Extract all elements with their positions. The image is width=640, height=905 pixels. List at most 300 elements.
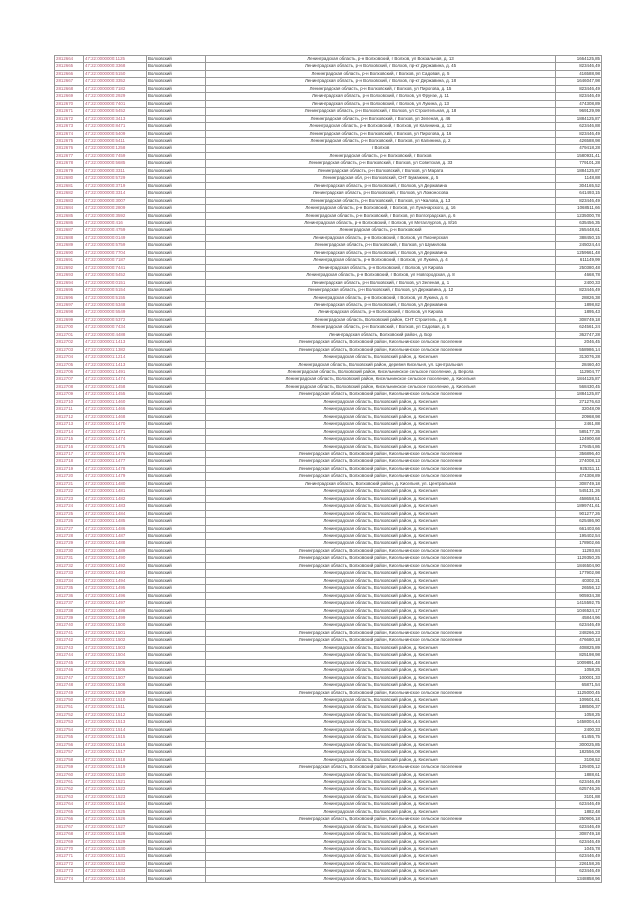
cadastral-number-cell: 47:22:0300001:1471: [84, 428, 147, 435]
cadastral-number-cell: 47:22:0300001:1512: [84, 711, 147, 718]
cadastral-value-cell: 1884125,87: [556, 167, 602, 174]
cadastral-value-cell: 1148,88: [556, 175, 602, 182]
record-number-cell: 2812668: [55, 85, 84, 92]
address-cell: Ленинградская область, Волховский район, д. Кисельня: [206, 406, 556, 413]
cadastral-value-cell: 969129,99: [556, 108, 602, 115]
district-cell: Волховский: [147, 324, 206, 331]
district-cell: Волховский: [147, 682, 206, 689]
district-cell: Волховский: [147, 205, 206, 212]
cadastral-value-cell: 112904,77: [556, 369, 602, 376]
district-cell: Волховский: [147, 331, 206, 338]
cadastral-value-cell: 250380,48: [556, 264, 602, 271]
cadastral-number-cell: 47:22:0000000:0149: [84, 234, 147, 241]
record-number-cell: 2812719: [55, 465, 84, 472]
district-cell: Волховский: [147, 85, 206, 92]
cadastral-value-cell: 568430,45: [556, 383, 602, 390]
record-number-cell: 2812691: [55, 257, 84, 264]
table-row: [55, 324, 602, 331]
cadastral-number-cell: 47:22:0300001:1519: [84, 764, 147, 771]
record-number-cell: 2812728: [55, 533, 84, 540]
cadastral-value-cell: 265448,61: [556, 227, 602, 234]
cadastral-value-cell: 1884125,87: [556, 391, 602, 398]
record-number-cell: 2812687: [55, 227, 84, 234]
address-cell: Ленинградская область, Волховский район, Кисельнинское сельское поселение: [206, 562, 556, 569]
cadastral-value-cell: 250906,18: [556, 816, 602, 823]
cadastral-value-cell: 1235000,78: [556, 212, 602, 219]
cadastral-number-cell: 47:22:0300001:1475: [84, 443, 147, 450]
cadastral-number-cell: 47:22:0300001:1413: [84, 339, 147, 346]
table-row: [55, 301, 602, 308]
record-number-cell: 2812753: [55, 719, 84, 726]
address-cell: Ленинградская область, р-н Волховский, г Волхов, ул Новгородская, д. 8: [206, 272, 556, 279]
cadastral-value-cell: 823446,49: [556, 93, 602, 100]
address-cell: Ленинградская область, Волховский район, д. Кисельня: [206, 838, 556, 845]
cadastral-number-cell: 47:22:0300001:1485: [84, 518, 147, 525]
address-cell: Ленинградская область, р-н Волховский, г Волхов, ул Пирогова, д. 15: [206, 85, 556, 92]
address-cell: Ленинградская область, Волховский район, Кисельнинское сельское поселение, д. Кисельня: [206, 383, 556, 390]
table-row: [55, 145, 602, 152]
record-number-cell: 2812673: [55, 123, 84, 130]
cadastral-number-cell: 47:22:0300001:1515: [84, 734, 147, 741]
cadastral-number-cell: 47:22:0000000:2929: [84, 93, 147, 100]
address-cell: Ленинградская область, р-н Волховский, г Волхов, ул Пионерская: [206, 234, 556, 241]
cadastral-number-cell: 47:22:0300001:1531: [84, 853, 147, 860]
address-cell: Ленинградская область, Волховский район, д. Кисельня: [206, 398, 556, 405]
record-number-cell: 2812697: [55, 301, 84, 308]
cadastral-number-cell: 47:22:0000000:5155: [84, 294, 147, 301]
record-number-cell: 2812711: [55, 406, 84, 413]
record-number-cell: 2812676: [55, 145, 84, 152]
address-cell: Ленинградская область, Волховский район, д. Кисельня: [206, 443, 556, 450]
address-cell: Ленинградская область, р-н Волховский, г Волхов, ул Чкалова, д. 13: [206, 197, 556, 204]
district-cell: Волховский: [147, 369, 206, 376]
address-cell: Ленинградская область, Волховский район, д. Кисельня: [206, 868, 556, 875]
address-cell: Ленинградская область, Волховский район, д. Кисельня: [206, 413, 556, 420]
cadastral-value-cell: 356896,40: [556, 451, 602, 458]
cadastral-value-cell: 426588,98: [556, 137, 602, 144]
address-cell: Ленинградская область, Волховский район, Кисельнинское сельское поселение: [206, 764, 556, 771]
table-row: [55, 503, 602, 510]
table-row: [55, 465, 602, 472]
district-cell: Волховский: [147, 316, 206, 323]
cadastral-value-cell: 623446,49: [556, 868, 602, 875]
district-cell: Волховский: [147, 696, 206, 703]
table-row: [55, 376, 602, 383]
cadastral-value-cell: 623446,49: [556, 853, 602, 860]
record-number-cell: 2812714: [55, 428, 84, 435]
address-cell: Ленинградская область, р-н Волховский, г Волхов, ул Державина, д. 12: [206, 287, 556, 294]
record-number-cell: 2812729: [55, 540, 84, 547]
district-cell: Волховский: [147, 249, 206, 256]
cadastral-number-cell: 47:22:0000000:3592: [84, 212, 147, 219]
cadastral-value-cell: 32048,09: [556, 406, 602, 413]
record-number-cell: 2812671: [55, 108, 84, 115]
district-cell: Волховский: [147, 831, 206, 838]
cadastral-number-cell: 47:22:0000000:4488: [84, 331, 147, 338]
cadastral-value-cell: 1259661,48: [556, 249, 602, 256]
record-number-cell: 2812735: [55, 585, 84, 592]
district-cell: Волховский: [147, 622, 206, 629]
district-cell: Волховский: [147, 689, 206, 696]
address-cell: Ленинградская область, Волховский район, Кисельнинское сельское поселение: [206, 391, 556, 398]
cadastral-value-cell: 195402,54: [556, 533, 602, 540]
address-cell: Ленинградская область, Волховский район, Кисельнинское сельское поселение: [206, 547, 556, 554]
address-cell: Ленинградская область, р-н Волховский, г Волхов, ул Лукина, д. 4: [206, 257, 556, 264]
cadastral-value-cell: 20968,98: [556, 413, 602, 420]
address-cell: Ленинградская область, Волховский район, Кисельнинское сельское поселение: [206, 451, 556, 458]
record-number-cell: 2812748: [55, 682, 84, 689]
address-cell: Ленинградская область, р-н Волховский, г Волхов, ул Калинина, д. 2: [206, 137, 556, 144]
district-cell: Волховский: [147, 495, 206, 502]
district-cell: Волховский: [147, 465, 206, 472]
cadastral-number-cell: 47:22:0300001:1518: [84, 756, 147, 763]
table-row: [55, 577, 602, 584]
table-row: [55, 600, 602, 607]
address-cell: Ленинградская область, Волховский район, д. Кисельня: [206, 674, 556, 681]
address-cell: Ленинградская область, р-н Волховский, г Волхов, ул Волгоградская, д. 6: [206, 212, 556, 219]
cadastral-number-cell: 47:22:0000000:7187: [84, 257, 147, 264]
record-number-cell: 2812731: [55, 555, 84, 562]
district-cell: Волховский: [147, 749, 206, 756]
cadastral-number-cell: 47:22:0300001:1486: [84, 525, 147, 532]
address-cell: Ленинградская область, Волховский район, д. Кисельня: [206, 823, 556, 830]
address-cell: Ленинградская область, р-н Волховский, г Волхов, ул Садовая, д. 5: [206, 324, 556, 331]
cadastral-value-cell: 2400,33: [556, 279, 602, 286]
cadastral-value-cell: 545131,26: [556, 488, 602, 495]
record-number-cell: 2812757: [55, 749, 84, 756]
cadastral-value-cell: 177902,98: [556, 570, 602, 577]
cadastral-value-cell: 182556,08: [556, 749, 602, 756]
district-cell: Волховский: [147, 361, 206, 368]
record-number-cell: 2812692: [55, 264, 84, 271]
record-number-cell: 2812679: [55, 167, 84, 174]
table-row: [55, 175, 602, 182]
cadastral-value-cell: 129405,12: [556, 764, 602, 771]
record-number-cell: 2812743: [55, 644, 84, 651]
district-cell: Волховский: [147, 555, 206, 562]
address-cell: Ленинградская область, Волховский район, д. Кисельня: [206, 860, 556, 867]
cadastral-number-cell: 47:22:0000000:4759: [84, 227, 147, 234]
cadastral-value-cell: 109501,61: [556, 696, 602, 703]
record-number-cell: 2812745: [55, 659, 84, 666]
cadastral-value-cell: 925311,11: [556, 465, 602, 472]
record-number-cell: 2812686: [55, 219, 84, 226]
table-row: [55, 331, 602, 338]
district-cell: Волховский: [147, 607, 206, 614]
table-row: [55, 764, 602, 771]
table-row: [55, 689, 602, 696]
district-cell: Волховский: [147, 764, 206, 771]
cadastral-value-cell: 308749,18: [556, 480, 602, 487]
table-row: [55, 63, 602, 70]
record-number-cell: 2812726: [55, 518, 84, 525]
table-row: [55, 294, 602, 301]
district-cell: Волховский: [147, 108, 206, 115]
cadastral-value-cell: 558986,14: [556, 346, 602, 353]
cadastral-number-cell: 47:22:0000000:5372: [84, 316, 147, 323]
cadastral-value-cell: 1046524,17: [556, 607, 602, 614]
record-number-cell: 2812752: [55, 711, 84, 718]
table-row: [55, 793, 602, 800]
address-cell: Ленинградская область, Волховский район, д. Кисельня: [206, 652, 556, 659]
record-number-cell: 2812744: [55, 652, 84, 659]
district-cell: Волховский: [147, 525, 206, 532]
table-row: [55, 711, 602, 718]
record-number-cell: 2812763: [55, 793, 84, 800]
table-row: [55, 167, 602, 174]
address-cell: Ленинградская область, Волховский район, д. Кисельня: [206, 667, 556, 674]
record-number-cell: 2812723: [55, 495, 84, 502]
cadastral-number-cell: 47:22:0000000:5759: [84, 242, 147, 249]
address-cell: Ленинградская обл, р-н Волховский, СНТ Бумажник, д. 5: [206, 175, 556, 182]
address-cell: Ленинградская область, р-н Волховский, г Волхов, ул Лукина, д. 13: [206, 100, 556, 107]
address-cell: Ленинградская область, Волховский район, д. Кисельня: [206, 644, 556, 651]
cadastral-value-cell: 625486,90: [556, 518, 602, 525]
district-cell: Волховский: [147, 78, 206, 85]
cadastral-value-cell: 300025,85: [556, 741, 602, 748]
cadastral-number-cell: 47:22:0300001:1534: [84, 875, 147, 882]
address-cell: Ленинградская область, Волховский район, д. Кисельня: [206, 853, 556, 860]
table-row: [55, 234, 602, 241]
table-row: [55, 443, 602, 450]
address-cell: Ленинградская область, Волховский район, Кисельнинское сельское поселение: [206, 473, 556, 480]
cadastral-value-cell: 1646047,98: [556, 78, 602, 85]
district-cell: Волховский: [147, 577, 206, 584]
record-number-cell: 2812764: [55, 801, 84, 808]
record-number-cell: 2812765: [55, 808, 84, 815]
cadastral-value-cell: 1884125,87: [556, 115, 602, 122]
record-number-cell: 2812732: [55, 562, 84, 569]
cadastral-value-cell: 623446,49: [556, 838, 602, 845]
cadastral-number-cell: 47:22:0000000:3314: [84, 190, 147, 197]
table-row: [55, 190, 602, 197]
district-cell: Волховский: [147, 175, 206, 182]
address-cell: Ленинградская область, р-н Волховский, г Волхов: [206, 152, 556, 159]
district-cell: Волховский: [147, 614, 206, 621]
table-row: [55, 644, 602, 651]
address-cell: Ленинградская область, Волховский район, д. Кисельня: [206, 614, 556, 621]
cadastral-value-cell: 624561,24: [556, 324, 602, 331]
cadastral-number-cell: 47:22:0000000:1258: [84, 145, 147, 152]
cadastral-number-cell: 47:22:0300001:1513: [84, 719, 147, 726]
cadastral-value-cell: 823446,49: [556, 130, 602, 137]
district-cell: Волховский: [147, 242, 206, 249]
cadastral-number-cell: 47:22:0300001:1533: [84, 868, 147, 875]
table-row: [55, 570, 602, 577]
cadastral-number-cell: 47:22:0000000:5685: [84, 160, 147, 167]
district-cell: Волховский: [147, 473, 206, 480]
record-number-cell: 2812701: [55, 331, 84, 338]
cadastral-value-cell: 623446,49: [556, 823, 602, 830]
address-cell: Ленинградская область, р-н Волховский, г Волхов, ул Фрунзе, д. 11: [206, 93, 556, 100]
table-row: [55, 152, 602, 159]
cadastral-value-cell: 408825,89: [556, 644, 602, 651]
cadastral-number-cell: 47:22:0000000:7434: [84, 324, 147, 331]
address-cell: Ленинградская область, Волховский район, Кисельнинское сельское поселение, д. Верола: [206, 369, 556, 376]
record-number-cell: 2812689: [55, 242, 84, 249]
address-cell: Ленинградская область, р-н Волховский, г Волхов, ул Марата: [206, 167, 556, 174]
district-cell: Волховский: [147, 182, 206, 189]
table-row: [55, 786, 602, 793]
district-cell: Волховский: [147, 451, 206, 458]
table-row: [55, 257, 602, 264]
record-number-cell: 2812721: [55, 480, 84, 487]
cadastral-number-cell: 47:22:0300001:1530: [84, 846, 147, 853]
record-number-cell: 2812710: [55, 398, 84, 405]
cadastral-number-cell: 47:22:0300001:1498: [84, 607, 147, 614]
district-cell: Волховский: [147, 786, 206, 793]
table-row: [55, 719, 602, 726]
cadastral-value-cell: 2461,88: [556, 421, 602, 428]
district-cell: Волховский: [147, 70, 206, 77]
table-row: [55, 622, 602, 629]
record-number-cell: 2812756: [55, 741, 84, 748]
address-cell: Ленинградская область, Волховский район, д. Кисельня: [206, 875, 556, 882]
district-cell: Волховский: [147, 398, 206, 405]
cadastral-number-cell: 47:22:0000000:3007: [84, 197, 147, 204]
address-cell: Ленинградская область, Волховский район, Кисельнинское сельское поселение: [206, 339, 556, 346]
district-cell: Волховский: [147, 264, 206, 271]
table-row: [55, 85, 602, 92]
address-cell: Ленинградская область, р-н Волховский, г Волхов, ул Калинина, д. 12: [206, 123, 556, 130]
table-row: [55, 629, 602, 636]
table-row: [55, 607, 602, 614]
record-number-cell: 2812769: [55, 838, 84, 845]
district-cell: Волховский: [147, 853, 206, 860]
district-cell: Волховский: [147, 518, 206, 525]
district-cell: Волховский: [147, 674, 206, 681]
record-number-cell: 2812730: [55, 547, 84, 554]
table-row: [55, 682, 602, 689]
cadastral-number-cell: 47:22:0300001:1517: [84, 749, 147, 756]
table-row: [55, 480, 602, 487]
cadastral-number-cell: 47:22:0300001:1479: [84, 473, 147, 480]
cadastral-number-cell: 47:22:0300001:1501: [84, 629, 147, 636]
cadastral-number-cell: 47:22:0000000:416: [84, 219, 147, 226]
address-cell: Ленинградская область, Волховский район, д. Кисельня: [206, 719, 556, 726]
cadastral-number-cell: 47:22:0300001:1516: [84, 741, 147, 748]
cadastral-value-cell: 65871,54: [556, 682, 602, 689]
table-row: [55, 421, 602, 428]
address-cell: Ленинградская область, р-н Волховский, г Волхов, ул Луначарского, д. 16: [206, 205, 556, 212]
address-cell: Ленинградская область, р-н Волховский, г Волхов, ул Кирова: [206, 309, 556, 316]
cadastral-value-cell: 1844125,87: [556, 376, 602, 383]
cadastral-value-cell: 623446,49: [556, 622, 602, 629]
address-cell: Ленинградская область, Волховский район, деревня Кисельня, ул. Центральная: [206, 361, 556, 368]
cadastral-value-cell: 271276,63: [556, 398, 602, 405]
table-row: [55, 219, 602, 226]
record-number-cell: 2812708: [55, 383, 84, 390]
cadastral-number-cell: 47:22:0300001:1492: [84, 562, 147, 569]
district-cell: Волховский: [147, 510, 206, 517]
cadastral-number-cell: 47:22:0300001:1496: [84, 592, 147, 599]
table-row: [55, 316, 602, 323]
district-cell: Волховский: [147, 152, 206, 159]
cadastral-number-cell: 47:22:0300001:1470: [84, 421, 147, 428]
record-number-cell: 2812716: [55, 443, 84, 450]
cadastral-value-cell: 1348858,96: [556, 875, 602, 882]
district-cell: Волховский: [147, 540, 206, 547]
cadastral-value-cell: 308749,18: [556, 831, 602, 838]
address-cell: Ленинградская область, Волховский район, Кисельнинское сельское поселение: [206, 629, 556, 636]
table-row: [55, 555, 602, 562]
table-row: [55, 451, 602, 458]
address-cell: Ленинградская область, Волховский район, д. Кисельня: [206, 622, 556, 629]
address-cell: Ленинградская область, Волховский район, д. Кисельня: [206, 808, 556, 815]
record-number-cell: 2812762: [55, 786, 84, 793]
record-number-cell: 2812720: [55, 473, 84, 480]
cadastral-number-cell: 47:22:0300001:1520: [84, 771, 147, 778]
record-number-cell: 2812715: [55, 436, 84, 443]
table-row: [55, 831, 602, 838]
cadastral-value-cell: 476680,18: [556, 637, 602, 644]
record-number-cell: 2812712: [55, 413, 84, 420]
table-row: [55, 674, 602, 681]
cadastral-value-cell: 11293,84: [556, 547, 602, 554]
table-row: [55, 205, 602, 212]
address-cell: Ленинградская область, Волховский район, д. Кисельня: [206, 786, 556, 793]
district-cell: Волховский: [147, 585, 206, 592]
cadastral-value-cell: 124900,68: [556, 436, 602, 443]
address-cell: Ленинградская область, р-н Волховский, г Волхов, пр-кт Державина, д. 45: [206, 63, 556, 70]
district-cell: Волховский: [147, 190, 206, 197]
table-row: [55, 771, 602, 778]
table-row: [55, 369, 602, 376]
record-number-cell: 2812768: [55, 831, 84, 838]
table-row: [55, 614, 602, 621]
cadastral-number-cell: 47:22:0300001:1214: [84, 354, 147, 361]
record-number-cell: 2812734: [55, 577, 84, 584]
district-cell: Волховский: [147, 667, 206, 674]
cadastral-value-cell: 388450,15: [556, 234, 602, 241]
table-row: [55, 667, 602, 674]
cadastral-value-cell: 661403,66: [556, 525, 602, 532]
district-cell: Волховский: [147, 838, 206, 845]
cadastral-number-cell: 47:22:0300001:1476: [84, 451, 147, 458]
cadastral-number-cell: 47:22:0000000:3352: [84, 78, 147, 85]
table-row: [55, 495, 602, 502]
table-row: [55, 860, 602, 867]
record-number-cell: 2812718: [55, 458, 84, 465]
cadastral-value-cell: 308749,18: [556, 316, 602, 323]
record-number-cell: 2812688: [55, 234, 84, 241]
district-cell: Волховский: [147, 600, 206, 607]
cadastral-value-cell: 362747,28: [556, 331, 602, 338]
cadastral-value-cell: 245024,44: [556, 242, 602, 249]
address-cell: Ленинградская область, Волховский район, д. Кисельня: [206, 592, 556, 599]
district-cell: Волховский: [147, 659, 206, 666]
cadastral-value-cell: 823446,49: [556, 287, 602, 294]
table-row: [55, 592, 602, 599]
address-cell: Ленинградская область, Волховский район, д. Кисельня: [206, 421, 556, 428]
district-cell: Волховский: [147, 339, 206, 346]
district-cell: Волховский: [147, 272, 206, 279]
table-row: [55, 197, 602, 204]
record-number-cell: 2812675: [55, 137, 84, 144]
record-number-cell: 2812760: [55, 771, 84, 778]
district-cell: Волховский: [147, 428, 206, 435]
table-row: [55, 853, 602, 860]
district-cell: Волховский: [147, 130, 206, 137]
cadastral-value-cell: 40302,31: [556, 577, 602, 584]
cadastral-value-cell: 623446,49: [556, 801, 602, 808]
cadastral-value-cell: 474308,89: [556, 473, 602, 480]
cadastral-number-cell: 47:22:0000000:5452: [84, 272, 147, 279]
table-row: [55, 339, 602, 346]
cadastral-value-cell: 458658,51: [556, 495, 602, 502]
district-cell: Волховский: [147, 391, 206, 398]
district-cell: Волховский: [147, 301, 206, 308]
